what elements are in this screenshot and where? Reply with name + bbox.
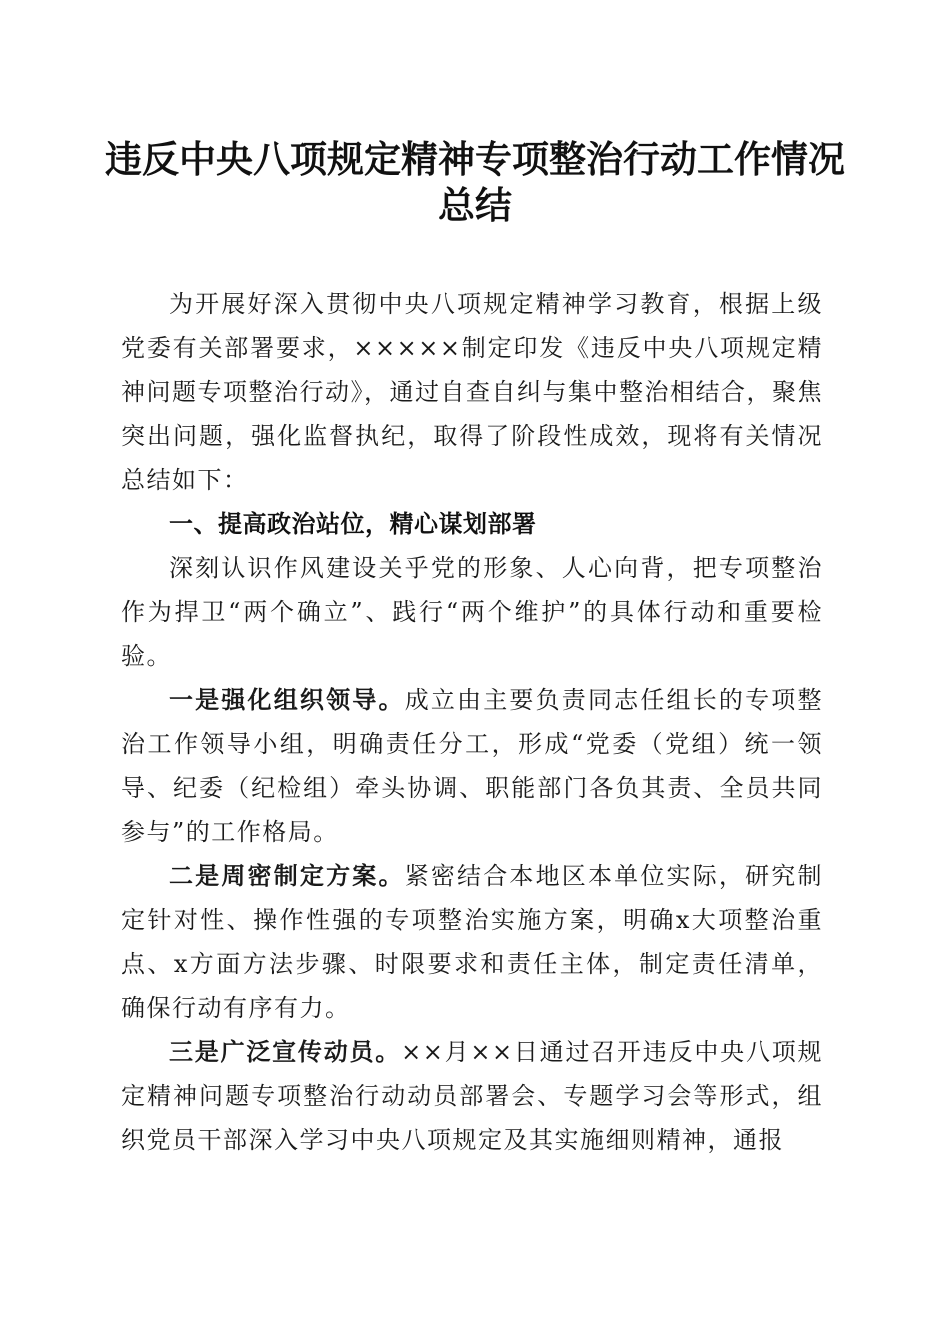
item-3-lead: 三是广泛宣传动员。 [169, 1037, 402, 1066]
document-body [121, 282, 823, 1162]
intro-paragraph: 为开展好深入贯彻中央八项规定精神学习教育，根据上级党委有关部署要求，×××××制定印发《违反中央八项规定精神问题专项整治行动》，通过自查自纠与集中整治相结合，聚焦突出问题，强化监督执纪，取得了阶段性成效，现将有关情况总结如下： [121, 290, 823, 494]
item-1-paragraph [121, 678, 823, 854]
item-2-text: 紧密结合本地区本单位实际，研究制定针对性、操作性强的专项整治实施方案，明确x大项整治重点、x方面方法步骤、时限要求和责任主体，制定责任清单，确保行动有序有力。 [121, 862, 823, 1022]
item-1-lead: 一是强化组织领导。 [169, 685, 405, 714]
item-2-paragraph [121, 854, 823, 1030]
item-2-lead: 二是周密制定方案。 [169, 861, 405, 890]
document-title: 违反中央八项规定精神专项整治行动工作情况总结 [105, 137, 845, 227]
item-3-text: ××月××日通过召开违反中央八项规定精神问题专项整治行动动员部署会、专题学习会等形式，组织党员干部深入学习中央八项规定及其实施细则精神，通报 [121, 1038, 824, 1154]
section-heading-1: 一、提高政治站位，精心谋划部署 [169, 510, 537, 538]
item-1-text: 成立由主要负责同志任组长的专项整治工作领导小组，明确责任分工，形成“党委（党组）统一领导、纪委（纪检组）牵头协调、职能部门各负其责、全员共同参与”的工作格局。 [121, 686, 823, 846]
item-3-paragraph [121, 1030, 823, 1162]
section-1-paragraph: 深刻认识作风建设关乎党的形象、人心向背，把专项整治作为捍卫“两个确立”、践行“两个维护”的具体行动和重要检验。 [121, 554, 823, 670]
